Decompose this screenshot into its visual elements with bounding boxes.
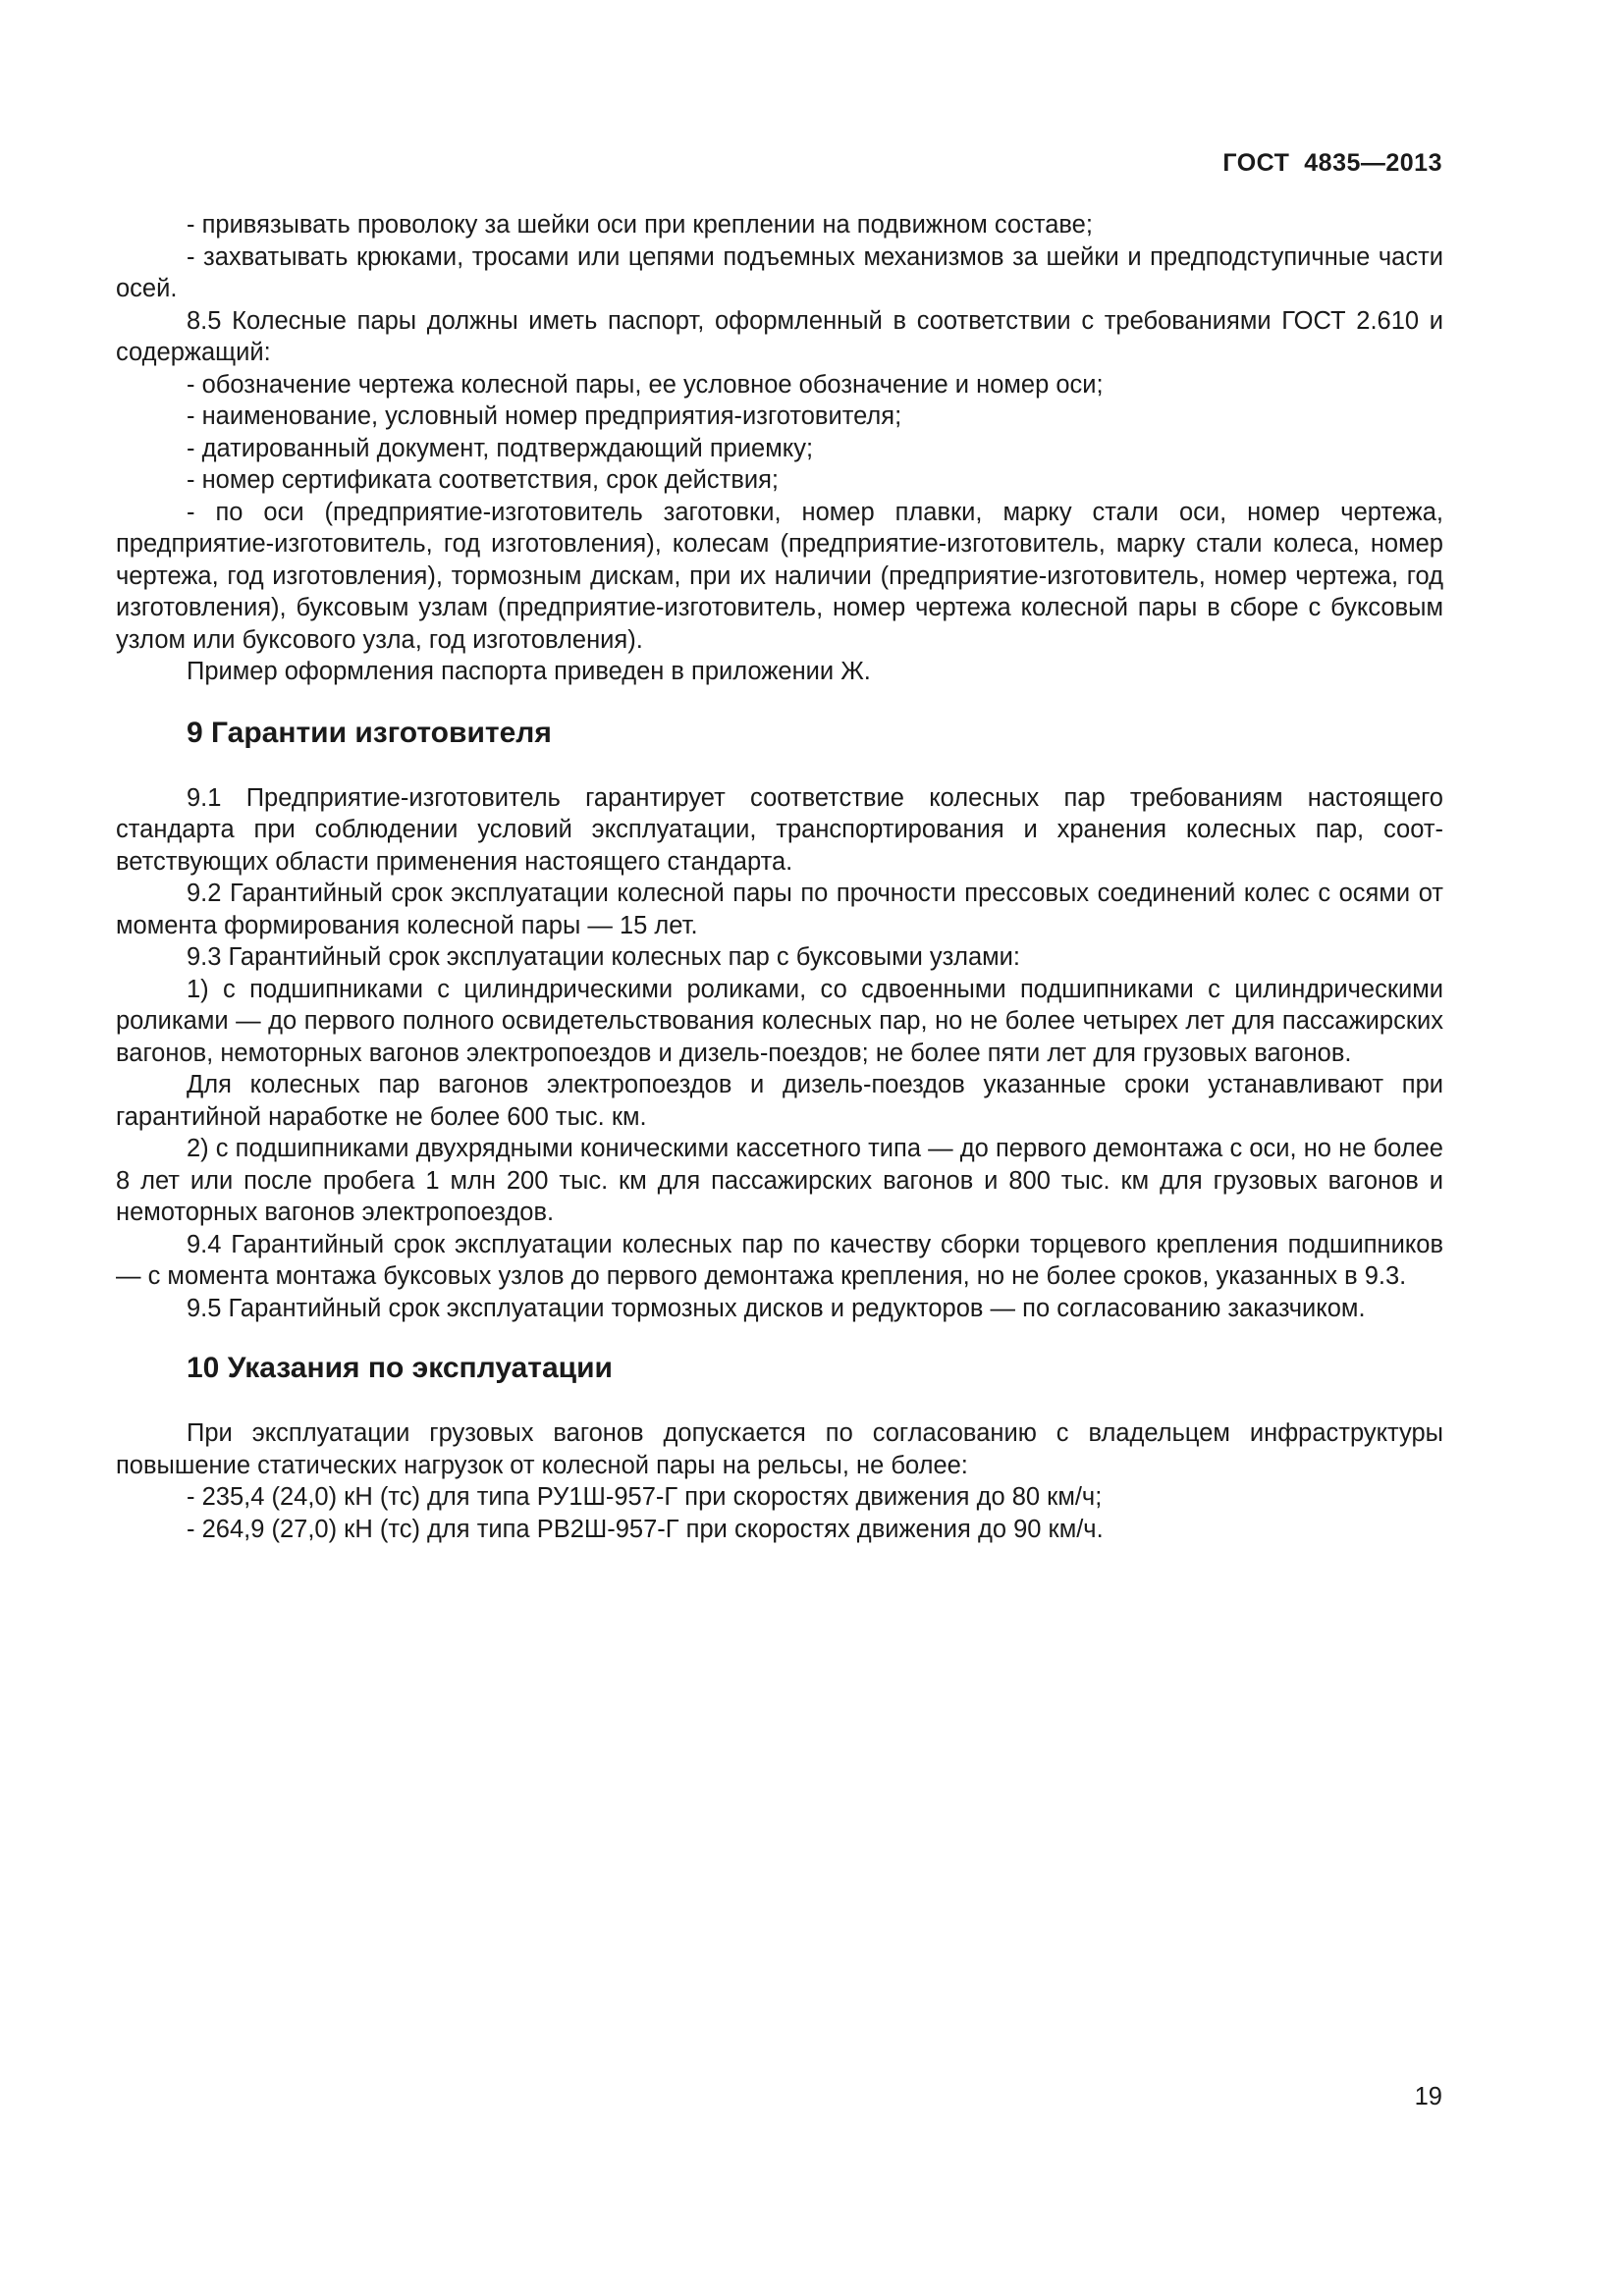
- section-8-continuation: [116, 209, 1443, 688]
- paragraph: - датированный документ, подтверждающий приемку;: [187, 434, 814, 462]
- paragraph: При эксплуатации грузовых вагонов допускается по согласованию с владельцем инфраструктуры повышение статических нагрузок от колесной пары на рельсы, не более:: [116, 1419, 1443, 1479]
- section-9-heading: 9 Гарантии изготовителя: [187, 716, 552, 749]
- section-9-body: [116, 782, 1443, 1325]
- paragraph: 1) с подшипниками с цилиндрическими роликами, со сдвоенными подшипниками с цилиндрическими роликами — до первого полного освидетельствования колесных пар, но не более четырех лет для пассажирских вагонов, немоторных вагонов электропоездов и дизель-поездов; не более пяти лет для грузовых вагонов.: [116, 975, 1443, 1067]
- paragraph: 9.2 Гарантийный срок эксплуатации колесной пары по прочности прессовых соединений колес с осями от момента формирования колесной пары — 15 лет.: [116, 880, 1443, 939]
- paragraph: - номер сертификата соответствия, срок действия;: [187, 466, 779, 494]
- paragraph: 9.1 Предприятие-изготовитель гарантирует соответствие колесных пар требованиям настоящего стандарта при соблюдении условий эксплуатации, транспортирования и хранения колесных пар, соответствующих области применения настоящего стандарта.: [116, 783, 1443, 876]
- paragraph: 9.5 Гарантийный срок эксплуатации тормозных дисков и редукторов — по согласованию заказчиком.: [187, 1294, 1366, 1322]
- paragraph: - обозначение чертежа колесной пары, ее условное обозначение и номер оси;: [187, 370, 1104, 399]
- paragraph: Пример оформления паспорта приведен в приложении Ж.: [187, 658, 871, 685]
- paragraph: - привязывать проволоку за шейки оси при креплении на подвижном составе;: [187, 211, 1093, 239]
- paragraph: - по оси (предприятие-изготовитель заготовки, номер плавки, марку стали оси, номер чертежа, предприятие-изготовитель, год изготовления), колесам (предприятие-изготовитель, марку стали колеса, номер чертежа, год изготовления), тормозным дискам, при их наличии (предприятие-изготовитель, номер чертежа, год изготовления), буксовым узлам (предприятие-изготовитель, номер чертежа колесной пары в сборе с буксовым узлом или буксового узла, год изготовления).: [116, 498, 1443, 654]
- paragraph: Для колесных пар вагонов электропоездов и дизель-поездов указанные сроки устанавливают при гарантийной наработке не более 600 тыс. км.: [116, 1071, 1443, 1131]
- paragraph: 2) с подшипниками двухрядными коническими кассетного типа — до первого демонтажа с оси, но не более 8 лет или после пробега 1 млн 200 тыс. км для пассажирских вагонов и 800 тыс. км для грузовых вагонов и немоторных вагонов электропоездов.: [116, 1135, 1443, 1226]
- paragraph: 8.5 Колесные пары должны иметь паспорт, оформленный в соответствии с требованиями ГОСТ 2.610 и содержащий:: [116, 306, 1443, 366]
- section-10-heading: 10 Указания по эксплуатации: [187, 1352, 614, 1384]
- paragraph: - захватывать крюками, тросами или цепями подъемных механизмов за шейки и предподступичные части осей.: [116, 242, 1443, 302]
- paragraph: 9.4 Гарантийный срок эксплуатации колесных пар по качеству сборки торцевого крепления подшипников — с момента монтажа буксовых узлов до первого демонтажа крепления, но не более сроков, указанных в 9.3.: [116, 1230, 1443, 1290]
- page-number: 19: [1414, 2083, 1442, 2110]
- paragraph: 9.3 Гарантийный срок эксплуатации колесных пар с буксовыми узлами:: [187, 943, 1021, 971]
- document-code: ГОСТ 4835—2013: [1222, 149, 1442, 177]
- page-body: [116, 209, 1443, 1545]
- section-10-body: [116, 1417, 1443, 1545]
- paragraph: - 264,9 (27,0) кН (тс) для типа РВ2Ш-957-Г при скоростях движения до 90 км/ч.: [187, 1515, 1104, 1543]
- paragraph: - 235,4 (24,0) кН (тс) для типа РУ1Ш-957-Г при скоростях движения до 80 км/ч;: [187, 1483, 1103, 1511]
- paragraph: - наименование, условный номер предприятия-изготовителя;: [187, 402, 902, 430]
